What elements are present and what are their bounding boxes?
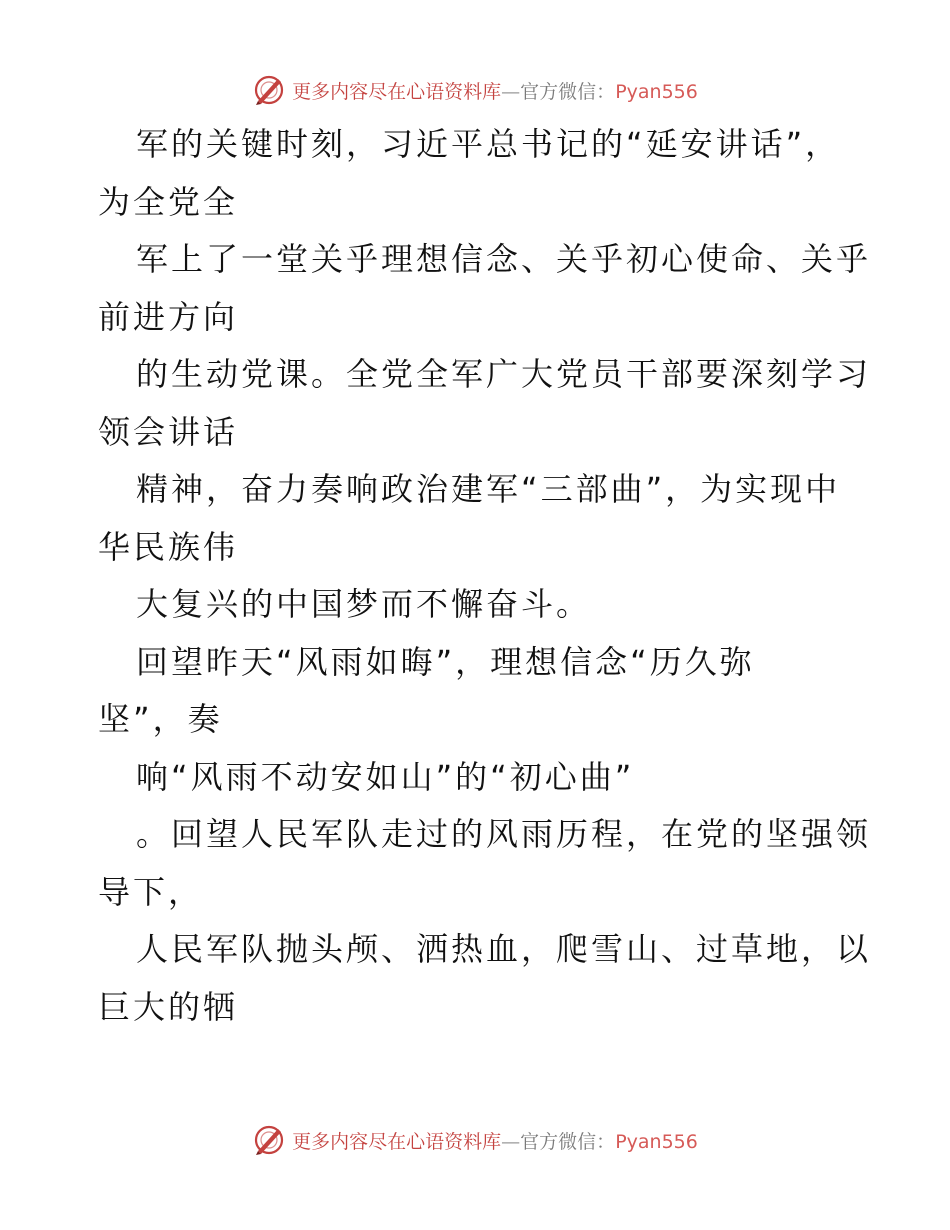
banner-wechat-label: 官方微信： xyxy=(520,80,616,103)
text-line: 人民军队抛头颅、洒热血，爬雪山、过草地，以 xyxy=(136,930,872,968)
document-body xyxy=(98,116,872,1036)
pen-logo-icon xyxy=(252,73,286,107)
text-line: 华民族伟 xyxy=(98,527,239,566)
text-line: 响“风雨不动安如山”的“初心曲” xyxy=(136,757,635,796)
banner-wechat-handle: Pyan556 xyxy=(615,1130,698,1153)
banner-wechat-handle: Pyan556 xyxy=(615,80,698,103)
text-line: 领会讲话 xyxy=(98,412,239,451)
banner-wechat-label: 官方微信： xyxy=(520,1130,616,1153)
text-line: 巨大的牺 xyxy=(98,987,239,1026)
banner-dash: — xyxy=(501,1130,521,1153)
text-line: 军的关键时刻，习近平总书记的“延安讲话”， xyxy=(136,125,841,163)
header-banner xyxy=(0,70,950,110)
header-banner-text xyxy=(292,77,698,104)
header-banner-content xyxy=(252,73,698,107)
text-line: 回望昨天“风雨如晦”，理想信念“历久弥 xyxy=(136,642,755,681)
text-line: 前进方向 xyxy=(98,297,239,336)
footer-banner xyxy=(0,1120,950,1160)
banner-main-text: 更多内容尽在心语资料库 xyxy=(292,1130,502,1153)
text-line: 导下， xyxy=(98,872,204,911)
footer-banner-text xyxy=(292,1127,698,1154)
pen-logo-icon xyxy=(252,1123,286,1157)
text-line: 为全党全 xyxy=(98,182,239,221)
text-line: 精神，奋力奏响政治建军“三部曲”，为实现中 xyxy=(136,470,841,508)
text-line: 的生动党课。全党全军广大党员干部要深刻学习 xyxy=(136,355,872,393)
text-line: 。回望人民军队走过的风雨历程，在党的坚强领 xyxy=(136,815,872,853)
text-line: 坚”，奏 xyxy=(98,700,223,738)
footer-banner-content xyxy=(252,1123,698,1157)
banner-dash: — xyxy=(501,80,521,103)
text-line: 军上了一堂关乎理想信念、关乎初心使命、关乎 xyxy=(136,240,872,278)
banner-main-text: 更多内容尽在心语资料库 xyxy=(292,80,502,103)
text-line: 大复兴的中国梦而不懈奋斗。 xyxy=(136,585,592,623)
